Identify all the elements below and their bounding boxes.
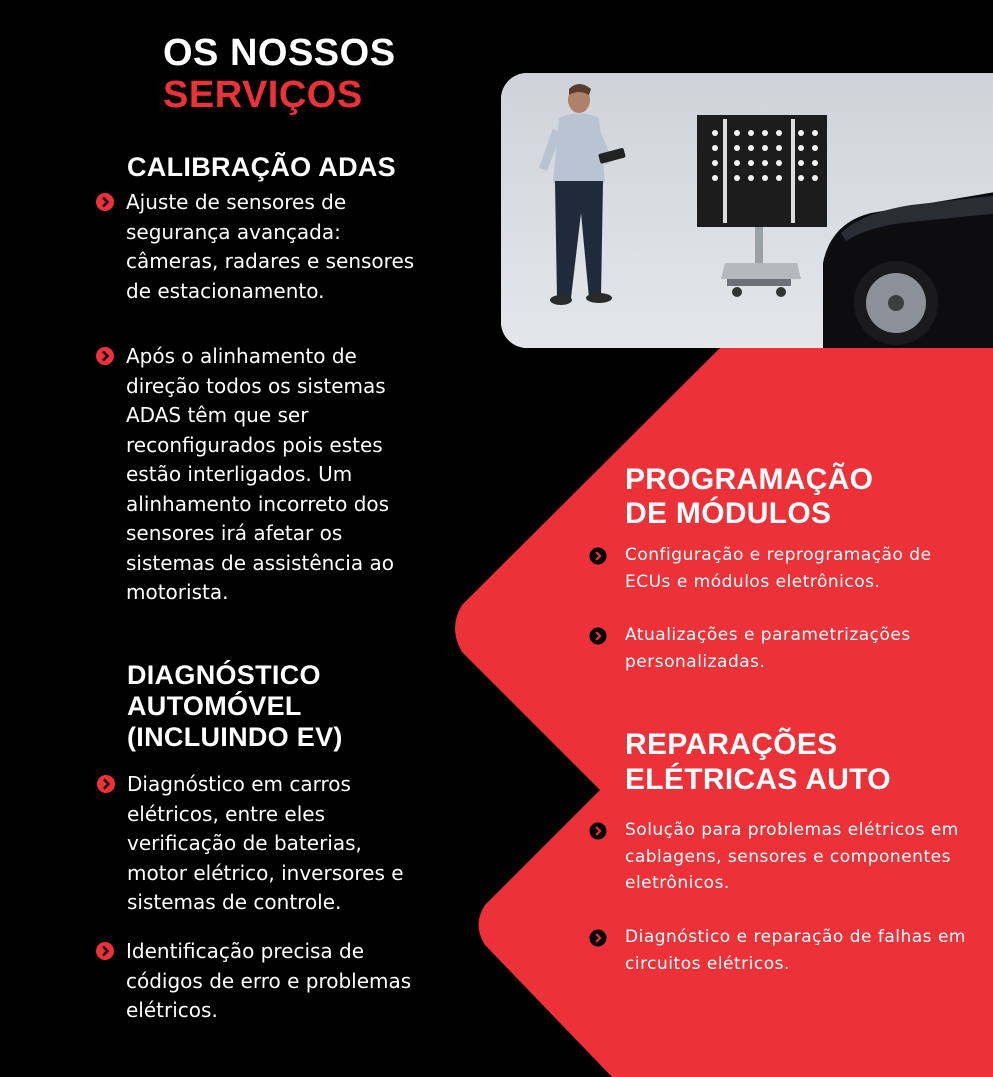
section-title-diagnostico [127, 660, 343, 753]
section-title-adas: CALIBRAÇÃO ADAS [127, 152, 396, 182]
list-item [126, 937, 426, 1026]
reparacoes-title-line-1: REPARAÇÕES [625, 728, 838, 761]
chevron-bullet-icon [95, 192, 115, 212]
page-title [163, 32, 396, 116]
section-title-reparacoes [625, 727, 891, 797]
diag-title-line-3: (INCLUINDO EV) [127, 722, 343, 752]
reparacoes-item-2-text: Diagnóstico e reparação de falhas em circuitos elétricos. [625, 927, 966, 974]
diag-item-2-text: Identificação precisa de códigos de erro e problemas elétricos. [126, 939, 412, 1022]
diag-item-1-text: Diagnóstico em carros elétricos, entre eles verificação de baterias, motor elétrico, inversores e sistemas de controle. [127, 772, 404, 914]
section-title-modulos [625, 463, 873, 531]
reparacoes-item-1-text: Solução para problemas elétricos em cablagens, sensores e componentes eletrônicos. [625, 820, 959, 893]
adas-item-2-text: Após o alinhamento de direção todos os sistemas ADAS têm que ser reconfigurados pois estes estão interligados. Um alinhamento incorreto dos sensores irá afetar os sistemas de assistência ao motorista. [126, 344, 394, 604]
list-item [625, 622, 975, 675]
chevron-bullet-icon [95, 346, 115, 366]
title-line-2: SERVIÇOS [163, 74, 363, 116]
adas-item-1-text: Ajuste de sensores de segurança avançada: câmeras, radares e sensores de estacionamento. [126, 190, 415, 303]
list-item [625, 817, 987, 897]
modulos-title-line-1: PROGRAMAÇÃO [625, 463, 874, 496]
modulos-title-line-2: DE MÓDULOS [625, 497, 832, 530]
list-item [127, 770, 427, 918]
list-item [126, 342, 426, 608]
title-line-1: OS NOSSOS [163, 32, 396, 74]
diag-title-line-2: AUTOMÓVEL [127, 691, 302, 721]
modulos-item-1-text: Configuração e reprogramação de ECUs e módulos eletrônicos. [625, 545, 932, 592]
list-item [126, 188, 426, 306]
chevron-bullet-icon [589, 627, 607, 645]
chevron-bullet-icon [589, 547, 607, 565]
chevron-bullet-icon [589, 929, 607, 947]
modulos-item-2-text: Atualizações e parametrizações personalizadas. [625, 625, 911, 672]
chevron-bullet-icon [95, 941, 115, 961]
adas-calibration-photo [501, 73, 993, 348]
reparacoes-title-line-2: ELÉTRICAS AUTO [625, 763, 891, 796]
chevron-bullet-icon [96, 774, 116, 794]
diag-title-line-1: DIAGNÓSTICO [127, 660, 321, 690]
list-item [625, 542, 975, 595]
chevron-bullet-icon [589, 822, 607, 840]
list-item [625, 924, 975, 977]
